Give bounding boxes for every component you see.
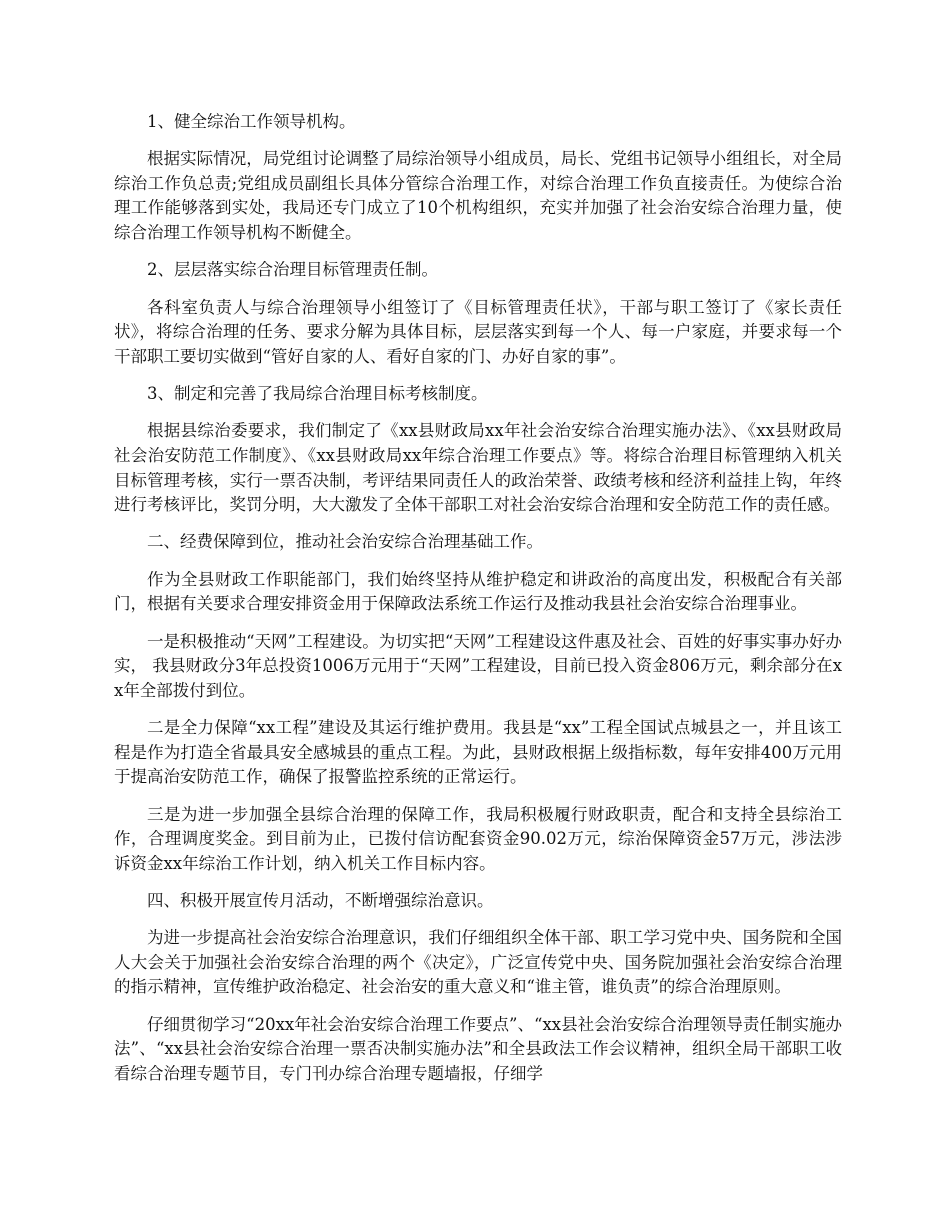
paragraph: 三是为进一步加强全县综合治理的保障工作，我局积极履行财政职责，配合和支持全县综治工作，合理调度奖金。到目前为止，已拨付信访配套资金90.02万元，综治保障资金57万元，涉法涉诉资金xx年综治工作计划，纳入机关工作目标内容。 [114, 804, 842, 873]
heading-3: 3、制定和完善了我局综合治理目标考核制度。 [147, 384, 488, 404]
paragraph: 为进一步提高社会治安综合治理意识，我们仔细组织全体干部、职工学习党中央、国务院和全国人大会关于加强社会治安综合治理的两个《决定》，广泛宣传党中央、国务院加强社会治安综合治理的指示精神，宣传维护政治稳定、社会治安的重大意义和“谁主管，谁负责”的综合治理原则。 [114, 928, 842, 997]
paragraph: 仔细贯彻学习“20xx年社会治安综合治理工作要点”、“xx县社会治安综合治理领导责任制实施办法”、“xx县社会治安综合治理一票否决制实施办法”和全县政法工作会议精神，组织全局干部职工收看综合治理专题节目，专门刊办综合治理专题墙报，仔细学 [114, 1014, 842, 1083]
paragraph: 二是全力保障“xx工程”建设及其运行维护费用。我县是“xx”工程全国试点城县之一，并且该工程是作为打造全省最具安全感城县的重点工程。为此，县财政根据上级指标数，每年安排400万元用于提高治安防范工作，确保了报警监控系统的正常运行。 [114, 718, 842, 787]
paragraph: 根据县综治委要求，我们制定了《xx县财政局xx年社会治安综合治理实施办法》、《xx县财政局社会治安防范工作制度》、《xx县财政局xx年综合治理工作要点》等。将综合治理目标管理纳入机关目标管理考核，实行一票否决制，考评结果同责任人的政治荣誉、政绩考核和经济利益挂上钩，年终进行考核评比，奖罚分明，大大激发了全体干部职工对社会治安综合治理和安全防范工作的责任感。 [114, 421, 842, 515]
paragraph: 一是积极推动“天网”工程建设。为切实把“天网”工程建设这件惠及社会、百姓的好事实事办好办实， 我县财政分3年总投资1006万元用于“天网”工程建设，目前已投入资金806万元，剩余部分在xx年全部拨付到位。 [114, 631, 842, 700]
heading-2: 2、层层落实综合治理目标管理责任制。 [147, 260, 438, 280]
section-heading-2: 二、经费保障到位，推动社会治安综合治理基础工作。 [147, 532, 543, 552]
section-heading-4: 四、积极开展宣传月活动，不断增强综治意识。 [147, 891, 494, 910]
document-body [114, 110, 842, 1099]
paragraph: 根据实际情况，局党组讨论调整了局综治领导小组成员，局长、党组书记领导小组组长，对全局综治工作负总责;党组成员副组长具体分管综合治理工作，对综合治理工作负直接责任。为使综合治理工作能够落到实处，我局还专门成立了10个机构组织，充实并加强了社会治安综合治理力量，使综合治理工作领导机构不断健全。 [114, 149, 842, 243]
paragraph: 各科室负责人与综合治理领导小组签订了《目标管理责任状》，干部与职工签订了《家长责任状》，将综合治理的任务、要求分解为具体目标，层层落实到每一个人、每一户家庭，并要求每一个干部职工要切实做到“管好自家的人、看好自家的门、办好自家的事”。 [114, 297, 842, 366]
paragraph: 作为全县财政工作职能部门，我们始终坚持从维护稳定和讲政治的高度出发，积极配合有关部门，根据有关要求合理安排资金用于保障政法系统工作运行及推动我县社会治安综合治理事业。 [114, 569, 842, 614]
heading-1: 1、健全综治工作领导机构。 [147, 112, 356, 131]
